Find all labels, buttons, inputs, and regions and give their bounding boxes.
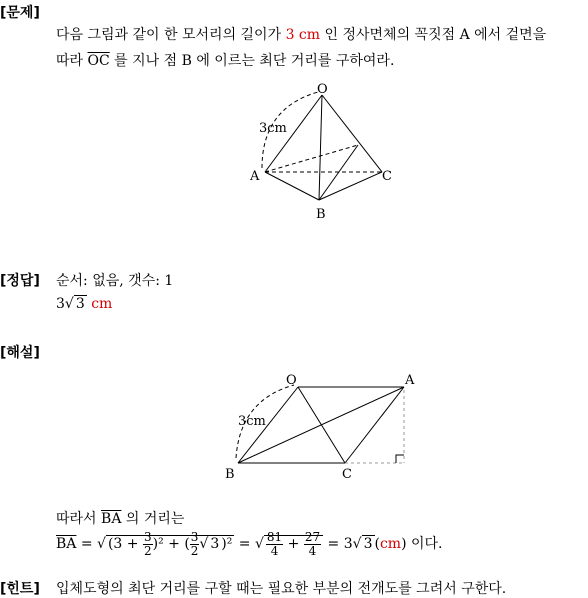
explanation-line-1 — [56, 508, 184, 528]
answer-radicand: 3 — [75, 296, 85, 312]
edge-ob — [319, 95, 322, 200]
net-edge-ca — [345, 387, 404, 463]
explanation-text: 의 거리는 — [121, 511, 185, 527]
vertex-a-label: A — [250, 169, 260, 184]
answer-coef: 3 — [56, 296, 65, 312]
eq-term: ) — [401, 536, 407, 552]
frac-num: 3 — [190, 529, 199, 544]
net-vertex-o-label: O — [286, 373, 297, 388]
net-length-label: 3cm — [238, 414, 266, 429]
eq-fraction — [143, 531, 153, 558]
eq-inner-root: 3 — [210, 536, 220, 552]
eq-fraction — [266, 531, 283, 558]
problem-text: 따라 — [56, 53, 88, 69]
explanation-tag: [해설] — [0, 345, 40, 361]
tetrahedron-figure — [0, 0, 588, 240]
vertex-b-label: B — [316, 207, 326, 222]
problem-text: 다음 그림과 같이 한 모서리의 길이가 — [56, 27, 286, 43]
sqrt-sign: √ — [199, 536, 209, 552]
eq-tail: 이다. — [406, 536, 443, 552]
frac-den: 4 — [270, 543, 279, 558]
eq-result-root: 3 — [363, 536, 373, 552]
answer-value — [56, 296, 112, 312]
net-vertex-c-label: C — [342, 467, 352, 482]
eq-lhs: $\overline{BA}$ — [56, 536, 77, 552]
frac-num: 3 — [143, 529, 152, 544]
hint-tag: [힌트] — [0, 581, 40, 597]
eq-fraction — [304, 531, 321, 558]
eq-term: )² — [221, 536, 233, 552]
net-vertex-b-label: B — [225, 467, 235, 482]
frac-den: 2 — [143, 543, 152, 558]
answer-meta: 순서: 없음, 갯수: 1 — [56, 273, 174, 289]
eq-sign: = 3 — [323, 536, 353, 552]
problem-tag: [문제] — [0, 5, 40, 21]
frac-den: 4 — [308, 543, 317, 558]
sqrt-sign: √ — [352, 536, 362, 552]
eq-radicand-2 — [264, 529, 323, 558]
frac-num: 81 — [266, 529, 283, 544]
answer-unit: cm — [91, 296, 113, 312]
net-vertex-a-label: A — [405, 373, 415, 388]
explanation-text: 따라서 — [56, 511, 102, 527]
answer-tag: [정답] — [0, 273, 40, 289]
sqrt-sign: √ — [254, 536, 264, 552]
net-figure — [0, 360, 588, 490]
eq-term: )² + ( — [152, 536, 190, 552]
problem-text: 를 지나 점 B 에 이르는 최단 거리를 구하여라. — [109, 53, 395, 69]
eq-fraction — [190, 531, 200, 558]
eq-term: ( — [374, 536, 380, 552]
eq-term: + — [283, 536, 304, 552]
eq-radicand-1 — [106, 529, 234, 558]
sqrt-sign: √ — [97, 536, 106, 552]
vertex-c-label: C — [382, 169, 392, 184]
eq-term: (3 + — [107, 536, 143, 552]
eq-sign: = — [234, 536, 255, 552]
edge-ab — [265, 172, 319, 200]
frac-den: 2 — [190, 543, 199, 558]
edge-length: 3 cm — [285, 27, 321, 43]
length-label: 3cm — [259, 121, 287, 136]
segment-oc: $\overline{OC}$ — [87, 53, 110, 69]
distance-equation — [56, 528, 443, 560]
hint-text: 입체도형의 최단 거리를 구할 때는 필요한 부분의 전개도를 그려서 구한다. — [56, 581, 507, 597]
eq-sign: = — [76, 536, 98, 552]
frac-num: 27 — [304, 529, 321, 544]
segment-ba: $\overline{BA}$ — [101, 511, 122, 527]
path-a-to-oc — [265, 145, 358, 172]
sqrt-sign: √ — [64, 296, 74, 312]
edge-oc — [322, 95, 382, 172]
problem-text: 인 정사면체의 꼭짓점 A 에서 겉면을 — [320, 27, 547, 43]
eq-result-unit: cm — [379, 536, 402, 552]
vertex-o-label: O — [317, 82, 328, 97]
right-angle-mark — [396, 455, 404, 463]
